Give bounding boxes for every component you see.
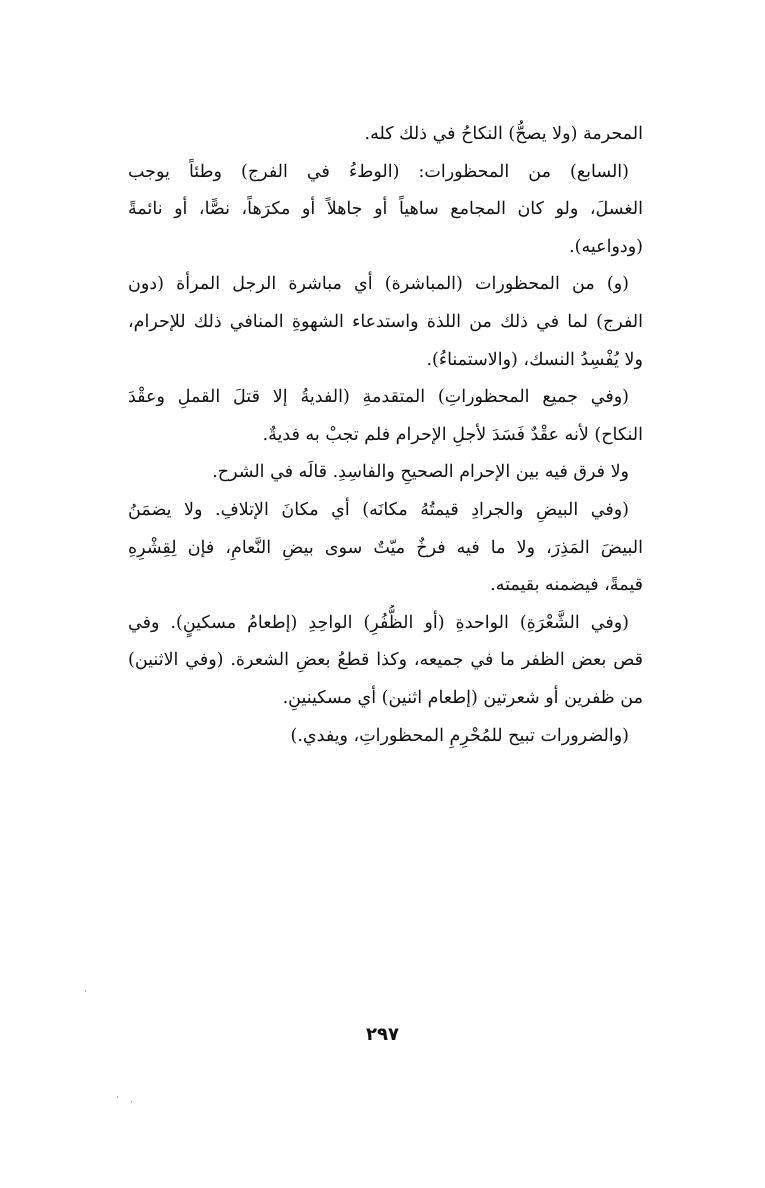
text-line: ولا فرق فيه بين الإحرام الصحيحِ والفاسِدِ. قالَه في الشرح. (212, 462, 629, 483)
text-line: (والضرورات تبيح للمُحْرِمِ المحظوراتِ، ويفدي.) (290, 725, 629, 746)
scan-speck (117, 1096, 118, 1098)
scan-speck (131, 1101, 132, 1103)
text-line: الغسلَ، ولو كان المجامع ساهياً أو جاهلاً أو مكرَهاً، نصًّا، أو نائمةً (128, 199, 643, 220)
text-line: (وفي البيضِ والجرادِ قيمتُهُ مكانَه) أي مكانَ الإتلافِ. ولا يضمَنُ (128, 499, 629, 520)
text-line: (وفي الشَّعْرَةِ) الواحدةِ (أو الظُّفُرِ) الواحِدِ (إطعامُ مسكينٍ). وفي (128, 612, 629, 633)
text-line: (ودواعيه). (569, 236, 643, 257)
text-line: الفرج) لما في ذلك من اللذة واستدعاء الشهوةِ المنافي ذلك للإحرام، (128, 311, 643, 332)
text-line: من ظفرين أو شعرتين (إطعام اثنين) أي مسكينينِ. (282, 687, 643, 708)
text-line: قيمةً، فيضمنه بقيمته. (490, 575, 643, 596)
scan-speck (85, 990, 86, 992)
text-line: المحرمة (ولا يصحُّ) النكاحُ في ذلك كله. (364, 124, 643, 144)
text-line: (وفي جميع المحظوراتِ) المتقدمةِ (الفديةُ إلا قتلَ القملِ وعقْدَ (128, 387, 629, 408)
text-line: البيضَ المَذِرَ، ولا ما فيه فرخٌ ميّتٌ سوى بيضِ النَّعامِ، فإن لِقِشْرِهِ (128, 537, 643, 558)
text-line: (السابع) من المحظورات: (الوطءُ في الفرج) وطئاً يوجب (128, 161, 629, 182)
text-line: النكاح) لأنه عقْدٌ فَسَدَ لأجلِ الإحرام فلم تجبْ به فديةٌ. (262, 424, 643, 445)
text-line: قص بعض الظفر ما في جميعه، وكذا قطعُ بعضِ الشعرة. (وفي الاثنين) (128, 650, 643, 671)
text-line: (و) من المحظورات (المباشرة) أي مباشرة الرجل المرأة (دون (128, 274, 629, 295)
body-text (128, 116, 643, 755)
text-line: ولا يُفْسِدُ النسك، (والاستمناءُ). (426, 349, 643, 370)
page-number: ٢٩٧ (366, 1024, 399, 1045)
